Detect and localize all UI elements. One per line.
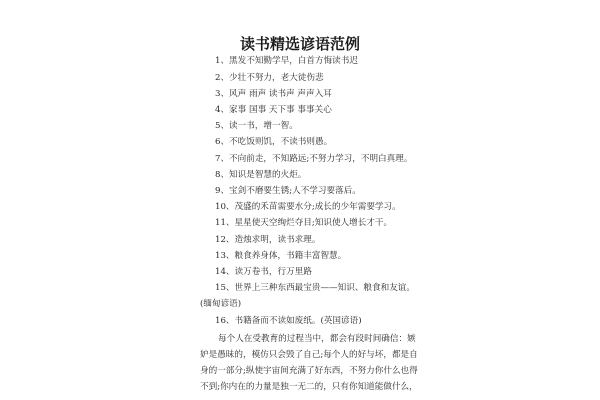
list-item: 1、黑发不知勤学早，白首方悔读书迟 xyxy=(215,56,358,66)
list-item: 15、世界上三种东西最宝贵——知识、粮食和友谊。 xyxy=(215,283,415,293)
list-item: 7、不向前走，不知路远;不努力学习，不明白真理。 xyxy=(215,154,413,164)
list-item: 4、家事 国事 天下事 事事关心 xyxy=(215,105,332,115)
list-item: 9、宝剑不磨要生锈;人不学习要落后。 xyxy=(215,186,361,196)
document-title: 读书精选谚语范例 xyxy=(239,35,360,53)
list-item: 2、少壮不努力，老大徒伤悲 xyxy=(215,73,324,83)
paragraph-line: 身的一部分;纵使宇宙间充满了好东西，不努力你什么也得 xyxy=(200,366,418,376)
list-item: 10、茂盛的禾苗需要水分;成长的少年需要学习。 xyxy=(215,202,401,212)
list-item: 6、不吃饭则饥，不读书则愚。 xyxy=(215,137,333,147)
list-item: 11、星星使天空绚烂夺目;知识使人增长才干。 xyxy=(215,218,393,228)
paragraph-line: 每个人在受教育的过程当中，都会有段时间确信：嫉 xyxy=(218,334,416,344)
list-item: 3、风声 雨声 读书声 声声入耳 xyxy=(215,89,332,99)
source-note: (缅甸谚语) xyxy=(200,299,242,309)
list-item: 5、读一书，增一智。 xyxy=(215,121,298,131)
list-item: 14、读万卷书，行万里路 xyxy=(215,267,312,277)
list-item: 16、书籍备而不读如废纸。(英国谚语) xyxy=(215,316,362,326)
paragraph-line: 不到;你内在的力量是独一无二的，只有你知道能做什么， xyxy=(200,382,418,392)
list-item: 8、知识是智慧的火炬。 xyxy=(215,170,307,180)
list-item: 12、造烛求明，读书求理。 xyxy=(215,235,321,245)
paragraph-line: 妒是愚昧的，模仿只会毁了自己;每个人的好与坏，都是自 xyxy=(200,350,418,360)
list-item: 13、粮食养身体，书籍丰富智慧。 xyxy=(215,251,347,261)
